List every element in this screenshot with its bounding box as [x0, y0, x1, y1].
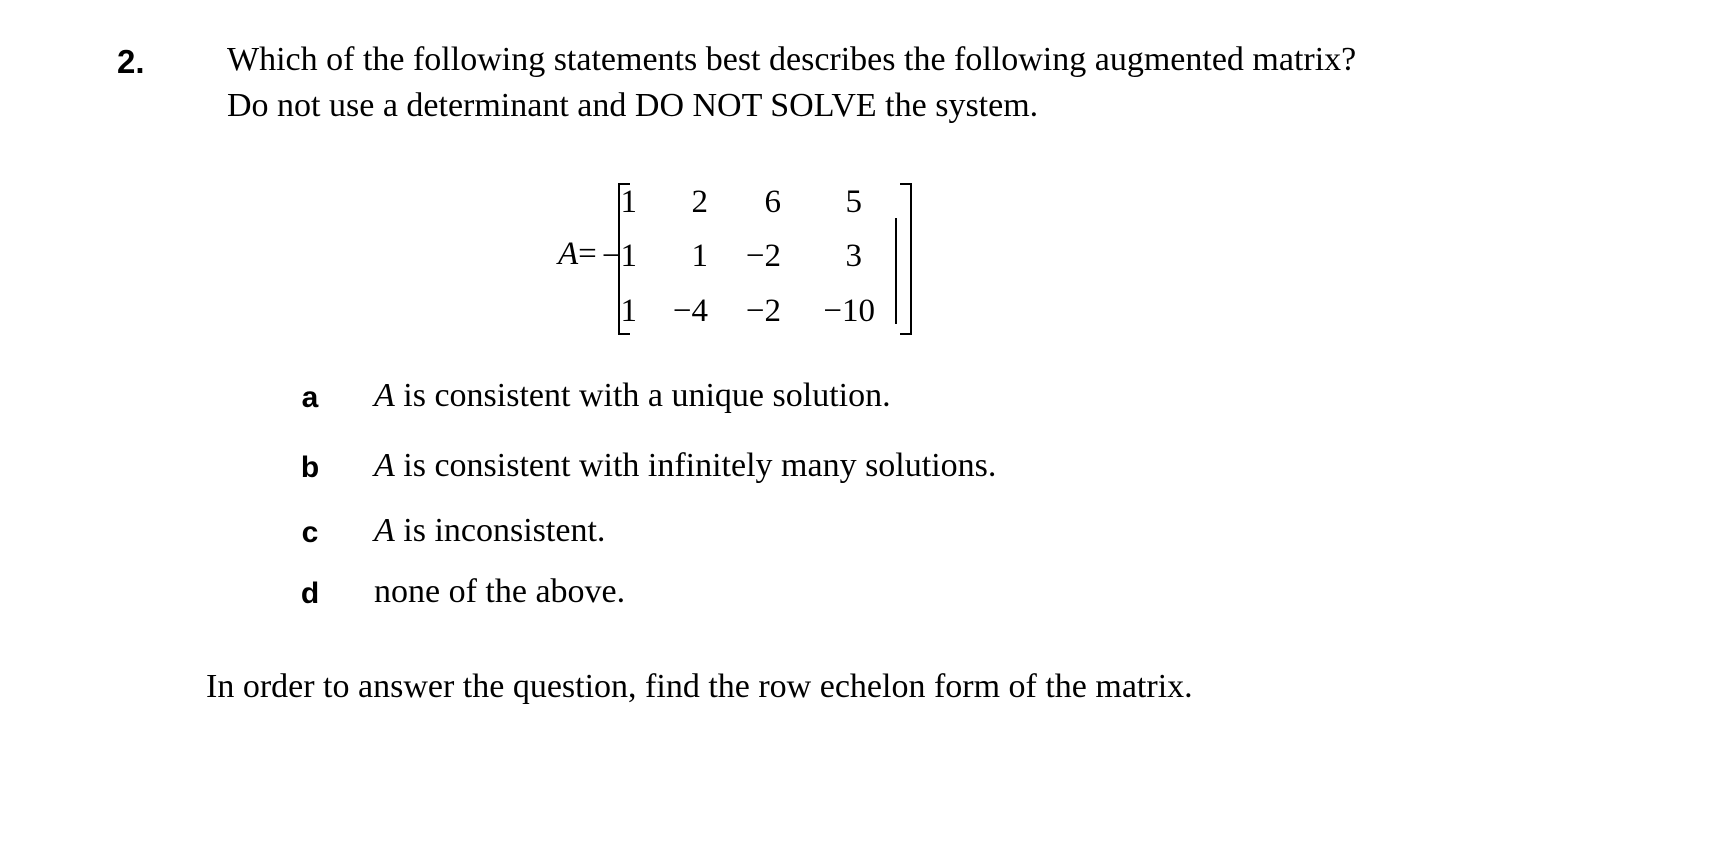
option-b-letter: b [300, 451, 320, 484]
option-c-letter: c [301, 516, 319, 549]
matrix-cell-r3-c1: 1 [620, 293, 637, 329]
augmented-matrix [555, 178, 935, 338]
option-b-text [374, 444, 996, 488]
option-c-statement: is inconsistent. [394, 512, 606, 549]
prompt-line-2: Do not use a determinant and DO NOT SOLVE the system. [227, 87, 1039, 124]
matrix-name: A [558, 236, 579, 272]
matrix-cell-r1-c4: 5 [845, 184, 862, 220]
question-number: 2. [117, 43, 145, 80]
matrix-cell-r2-c1: −1 [601, 238, 637, 274]
option-b-variable: A [374, 447, 395, 484]
matrix-equals: = [578, 236, 597, 272]
option-c-text [374, 509, 605, 553]
option-b-statement: is consistent with infinitely many solutions. [394, 447, 997, 484]
matrix-cell-r2-c2: 1 [691, 238, 708, 274]
option-d-text [374, 570, 625, 614]
matrix-cell-r1-c2: 2 [691, 184, 708, 220]
matrix-cell-r3-c2: −4 [672, 293, 708, 329]
matrix-cell-r2-c3: −2 [745, 238, 781, 274]
matrix-cell-r3-c3: −2 [745, 293, 781, 329]
option-a-variable: A [374, 377, 395, 414]
matrix-cell-r1-c3: 6 [764, 184, 781, 220]
augmentation-divider [895, 218, 897, 324]
matrix-right-bracket [900, 183, 912, 335]
matrix-cell-r3-c4: −10 [823, 293, 875, 329]
prompt-line-1: Which of the following statements best describes the following augmented matrix? [227, 41, 1357, 78]
option-c-variable: A [374, 512, 395, 549]
option-a-statement: is consistent with a unique solution. [394, 377, 891, 414]
instruction-text: In order to answer the question, find the row echelon form of the matrix. [206, 668, 1193, 705]
option-a-text [374, 374, 891, 418]
matrix-cell-r2-c4: 3 [845, 238, 862, 274]
option-a-letter: a [301, 381, 319, 414]
option-d-statement: none of the above. [374, 573, 626, 610]
matrix-cell-r1-c1: 1 [620, 184, 637, 220]
option-d-letter: d [300, 577, 320, 610]
question-prompt [227, 37, 1627, 129]
